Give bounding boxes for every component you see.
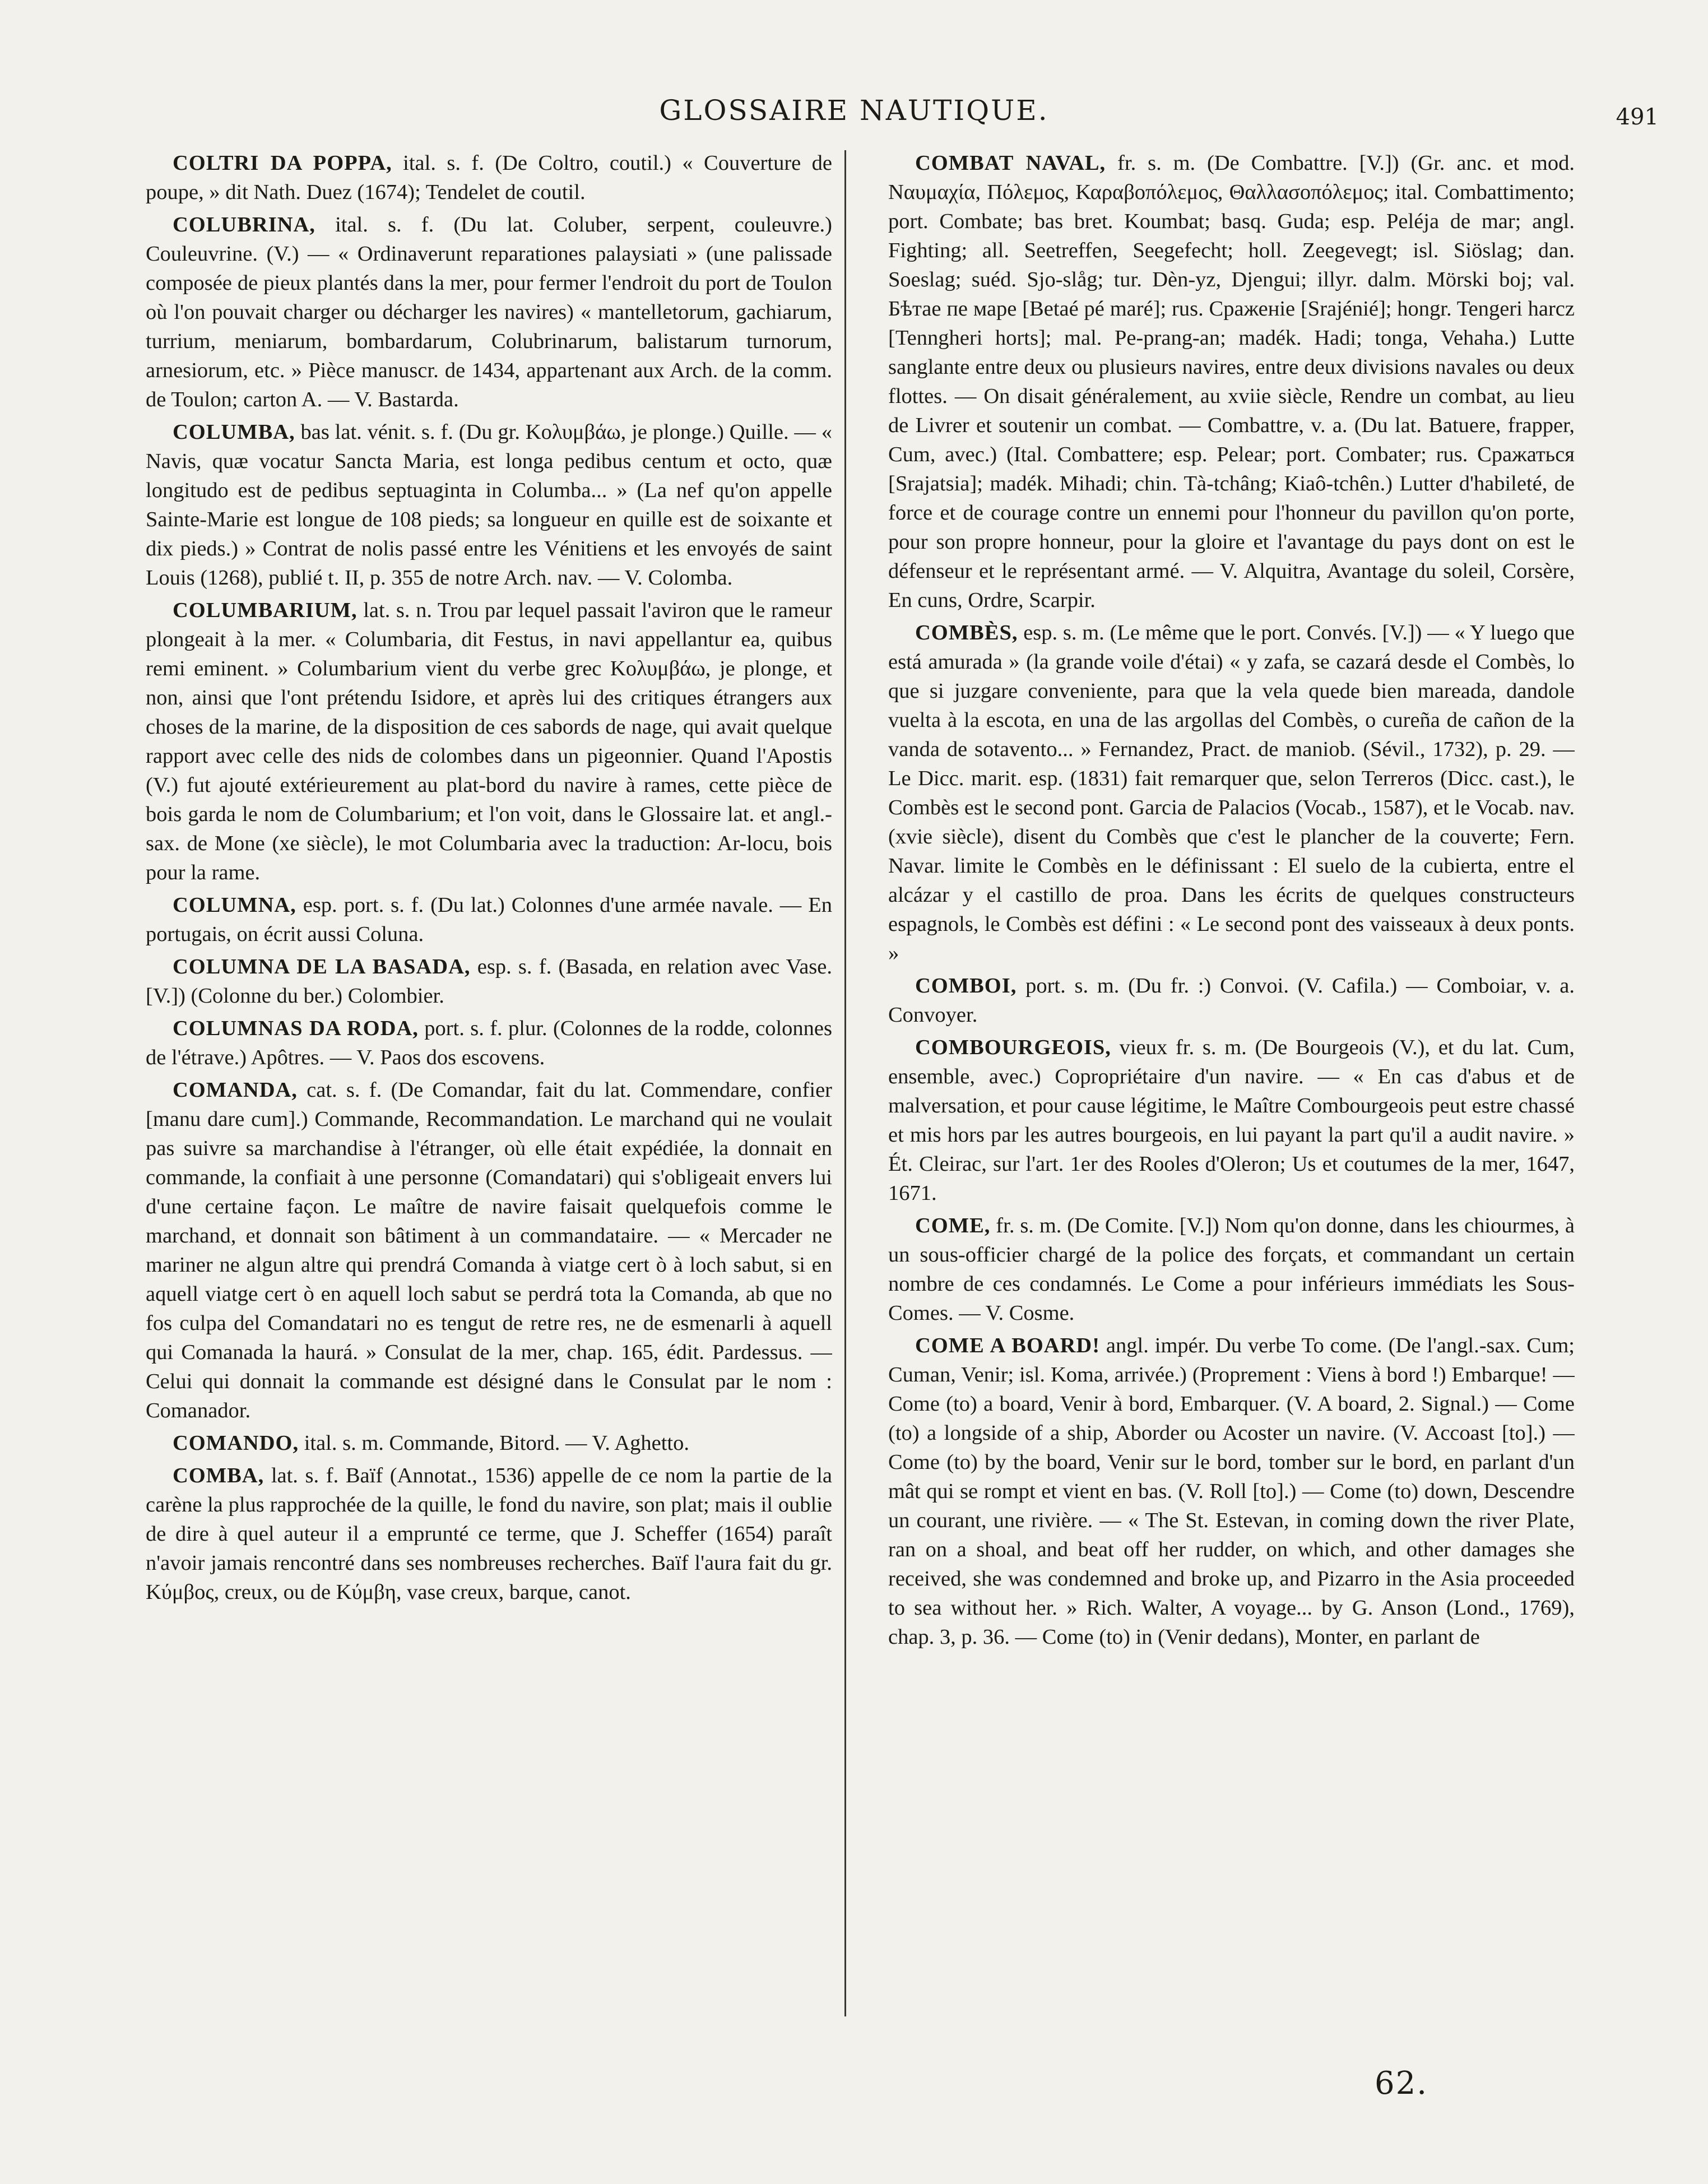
entry-text: esp. port. s. f. (Du lat.) Colonnes d'une armée navale. — En portugais, on écrit aussi Coluna. — [146, 893, 832, 946]
entry-headword: COMBAT NAVAL, — [915, 151, 1106, 175]
entry-headword: COMBOI, — [915, 974, 1017, 998]
entry-headword: COMBÈS, — [915, 621, 1018, 644]
entry-headword: COME, — [915, 1214, 991, 1237]
entry-5 — [888, 1331, 1575, 1652]
entry-6 — [146, 1014, 832, 1072]
entry-5 — [146, 952, 832, 1010]
entry-2 — [146, 418, 832, 592]
entry-headword: COLUMNA DE LA BASADA, — [173, 955, 471, 979]
entry-text: port. s. f. plur. (Colonnes de la rodde, colonnes de l'étrave.) Apôtres. — V. Paos dos escovens. — [146, 1017, 832, 1069]
entry-headword: COLUMBARIUM, — [173, 599, 358, 622]
entry-text: bas lat. vénit. s. f. (Du gr. Κολυμβάω, je plonge.) Quille. — « Navis, quæ vocatur Sancta Maria, est longa pedibus centum et octo, quæ longitudo est de pedibus septuaginta in Columba... » (La nef qu'on appelle Sainte-Marie est longue de 108 pieds; sa longueur en quille est de soixante et dix pieds.) » Contrat de nolis passé entre les Vénitiens et les envoyés de saint Louis (1268), publié t. II, p. 355 de notre Arch. nav. — V. Colomba. — [146, 420, 832, 590]
entry-7 — [146, 1075, 832, 1425]
entry-text: ital. s. m. Commande, Bitord. — V. Aghetto. — [299, 1431, 690, 1455]
entry-headword: COLUMNAS DA RODA, — [173, 1017, 419, 1040]
entry-text: fr. s. m. (De Comite. [V.]) Nom qu'on donne, dans les chiourmes, à un sous-officier chargé de la police des forçats, et commandant un certain nombre de ces condamnés. Le Come a pour inférieurs immédiats les Sous-Comes. — V. Cosme. — [888, 1214, 1575, 1325]
entry-8 — [146, 1429, 832, 1458]
entry-4 — [146, 891, 832, 949]
entry-4 — [888, 1211, 1575, 1328]
page-number: 491 — [1616, 104, 1659, 130]
entry-text: angl. impér. Du verbe To come. (De l'angl.-sax. Cum; Cuman, Venir; isl. Koma, arrivée.) (Proprement : Viens à bord !) Embarque! — Come (to) a board, Venir à bord, Embarquer. (V. A board, 2. Signal.) — Come (to) a longside of a ship, Aborder ou Acoster un navire. (V. Accoast [to].) — Come (to) by the board, Venir sur le bord, tomber sur le bord, en parlant d'un mât qui se rompt et vient en bas. (V. Roll [to].) — Come (to) down, Descendre un courant, une rivière. — « The St. Estevan, in coming down the river Plate, ran on a shoal, and beat off her rudder, on which, and other damages she received, she was condemned and broke up, and Pizarro in the Asia proceeded to sea without her. » Rich. Walter, A voyage... by G. Anson (Lond., 1769), chap. 3, p. 36. — Come (to) in (Venir dedans), Monter, en parlant de — [888, 1334, 1575, 1649]
running-title: GLOSSAIRE NAUTIQUE. — [659, 94, 1049, 127]
entry-text: esp. s. f. (Basada, en relation avec Vase. [V.]) (Colonne du ber.) Colombier. — [146, 955, 832, 1008]
entry-headword: COMANDO, — [173, 1431, 299, 1455]
entry-1 — [146, 210, 832, 414]
entry-text: lat. s. n. Trou par lequel passait l'aviron que le rameur plongeait à la mer. « Columbaria, dit Festus, in navi appellantur ea, quibus remi eminent. » Columbarium vient du verbe grec Κολυμβάω, je plonge, et non, ainsi que l'ont prétendu Isidore, et après lui des critiques étrangers aux choses de la marine, de la disposition de ces sabords de nage, qui avait quelque rapport avec celle des nids de colombes dans un pigeonnier. Quand l'Apostis (V.) fut ajouté extérieurement au plat-bord du navire à rames, cette pièce de bois garda le nom de Columbarium; et l'on voit, dans le Glossaire lat. et angl.-sax. de Mone (xe siècle), le mot Columbaria avec la traduction: Ar-locu, bois pour la rame. — [146, 599, 832, 884]
entry-text: vieux fr. s. m. (De Bourgeois (V.), et du lat. Cum, ensemble, avec.) Copropriétaire d'un navire. — « En cas d'abus et de malversation, et pour cause légitime, le Maître Combourgeois peut estre chassé et mis hors par les autres bourgeois, en lui payant la part qu'il a audit navire. » Ét. Cleirac, sur l'art. 1er des Rooles d'Oleron; Us et coutumes de la mer, 1647, 1671. — [888, 1036, 1575, 1205]
entry-3 — [146, 596, 832, 887]
entry-1 — [888, 618, 1575, 968]
entry-headword: COLTRI DA POPPA, — [173, 151, 392, 175]
entry-text: esp. s. m. (Le même que le port. Convés. [V.]) — « Y luego que está amurada » (la grande voile d'étai) « y zafa, se cazará desde el Combès, lo que si juzgare conveniente, para que la vela quede bien mareada, dandole vuelta à la escota, en una de las argollas del Combès, o cureña de cañon de la vanda de sotavento... » Fernandez, Pract. de maniob. (Sévil., 1732), p. 29. — Le Dicc. marit. esp. (1831) fait remarquer que, selon Terreros (Dicc. cast.), le Combès est le second pont. Garcia de Palacios (Vocab., 1587), et le Vocab. nav. (xvie siècle), disent du Combès que c'est le plancher de la couverte; Fern. Navar. limite le Combès en le définissant : El suelo de la cubierta, entre el alcázar y el castillo de proa. Dans les écrits de quelques constructeurs espagnols, le Combès est défini : « Le second pont des vaisseaux à deux ponts. » — [888, 621, 1575, 965]
entry-0 — [888, 149, 1575, 615]
entry-text: ital. s. f. (Du lat. Coluber, serpent, couleuvre.) Couleuvrine. (V.) — « Ordinaverunt reparationes palaysiati » (une palissade composée de pieux plantés dans la mer, pour fermer l'endroit du port de Toulon où l'on pouvait charger ou décharger les navires) « mantelletorum, gachiarum, turrium, meniarum, bombardarum, Colubrinarum, balistarum turnorum, arnesiorum, etc. » Pièce manuscr. de 1434, appartenant aux Arch. de la comm. de Toulon; carton A. — V. Bastarda. — [146, 213, 832, 411]
entry-2 — [888, 971, 1575, 1030]
entry-text: cat. s. f. (De Comandar, fait du lat. Commendare, confier [manu dare cum].) Commande, Recommandation. Le marchand qui ne voulait pas suivre sa marchandise à l'étranger, où elle était expédiée, la donnait en commande, la confiait à une personne (Comandatari) qui s'obligeait envers lui d'une certaine façon. Le maître de navire faisait quelquefois comme le marchand, et donnait son bâtiment à un commandataire. — « Mercader ne mariner ne algun altre qui prendrá Comanda à viatge cert ò à loch sabut, si en aquell viatge cert ò en aquell loch sabut se perdrá tota la Comanda, ab que no fos culpa del Comandatari no es tengut de retre res, ne de esmenarli à aquell qui Comanada la haurá. » Consulat de la mer, chap. 165, édit. Pardessus. — Celui qui donnait la commande est désigné dans le Consulat par le nom : Comanador. — [146, 1078, 832, 1422]
right-column — [888, 149, 1575, 2015]
entry-headword: COMANDA, — [173, 1078, 298, 1102]
entry-headword: COMBOURGEOIS, — [915, 1036, 1111, 1059]
entry-headword: COLUMNA, — [173, 893, 296, 917]
entry-0 — [146, 149, 832, 207]
entry-headword: COLUMBA, — [173, 420, 295, 444]
entry-text: ital. s. f. (De Coltro, coutil.) « Couverture de poupe, » dit Nath. Duez (1674); Tendelet de coutil. — [146, 151, 832, 204]
entry-headword: COME A BOARD! — [915, 1334, 1101, 1357]
column-divider — [844, 150, 846, 2016]
entry-headword: COLUBRINA, — [173, 213, 315, 237]
signature-number: 62. — [1374, 2065, 1428, 2102]
entry-text: fr. s. m. (De Combattre. [V.]) (Gr. anc. et mod. Ναυμαχία, Πόλεμος, Καραβοπόλεμος, Θαλλασοπόλεμος; ital. Combattimento; port. Combate; bas bret. Koumbat; basq. Guda; esp. Peléja de mar; angl. Fighting; all. Seetreffen, Seegefecht; holl. Zeegevegt; isl. Siöslag; dan. Soeslag; suéd. Sjo-slåg; tur. Dèn-yz, Djengui; illyr. dalm. Mörski boj; val. Бѣтае пе маре [Betaé pé maré]; rus. Сраженіе [Srajénié]; hongr. Tengeri harcz [Tenngheri horts]; mal. Pe-prang-an; madék. Hadi; tonga, Vehaha.) Lutte sanglante entre deux ou plusieurs navires, entre deux divisions navales ou deux flottes. — On disait généralement, au xviie siècle, Rendre un combat, au lieu de Livrer et soutenir un combat. — Combattre, v. a. (Du lat. Batuere, frapper, Cum, avec.) (Ital. Combattere; esp. Pelear; port. Combater; rus. Сражаться [Srajatsia]; madék. Mihadi; chin. Tà-tchâng; Kiaô-tchên.) Lutter d'habileté, de force et de courage contre un ennemi pour l'honneur du pavillon qu'on porte, pour son propre honneur, pour la gloire et l'avantage du pays dont on est le défenseur et le représentant armé. — V. Alquitra, Avantage du soleil, Corsère, En cuns, Ordre, Scarpir. — [888, 151, 1575, 612]
entry-3 — [888, 1033, 1575, 1208]
entry-text: lat. s. f. Baïf (Annotat., 1536) appelle de ce nom la partie de la carène la plus rapprochée de la quille, le fond du navire, son plat; mais il oublie de dire à quel auteur il a emprunté ce terme, que J. Scheffer (1654) paraît n'avoir jamais rencontré dans ses nombreuses recherches. Baïf l'aura fait du gr. Κύμβος, creux, ou de Κύμβη, vase creux, barque, canot. — [146, 1464, 832, 1604]
entry-text: port. s. m. (Du fr. :) Convoi. (V. Cafila.) — Comboiar, v. a. Convoyer. — [888, 974, 1575, 1027]
entry-9 — [146, 1461, 832, 1607]
left-column — [146, 149, 832, 2015]
entry-headword: COMBA, — [173, 1464, 264, 1487]
